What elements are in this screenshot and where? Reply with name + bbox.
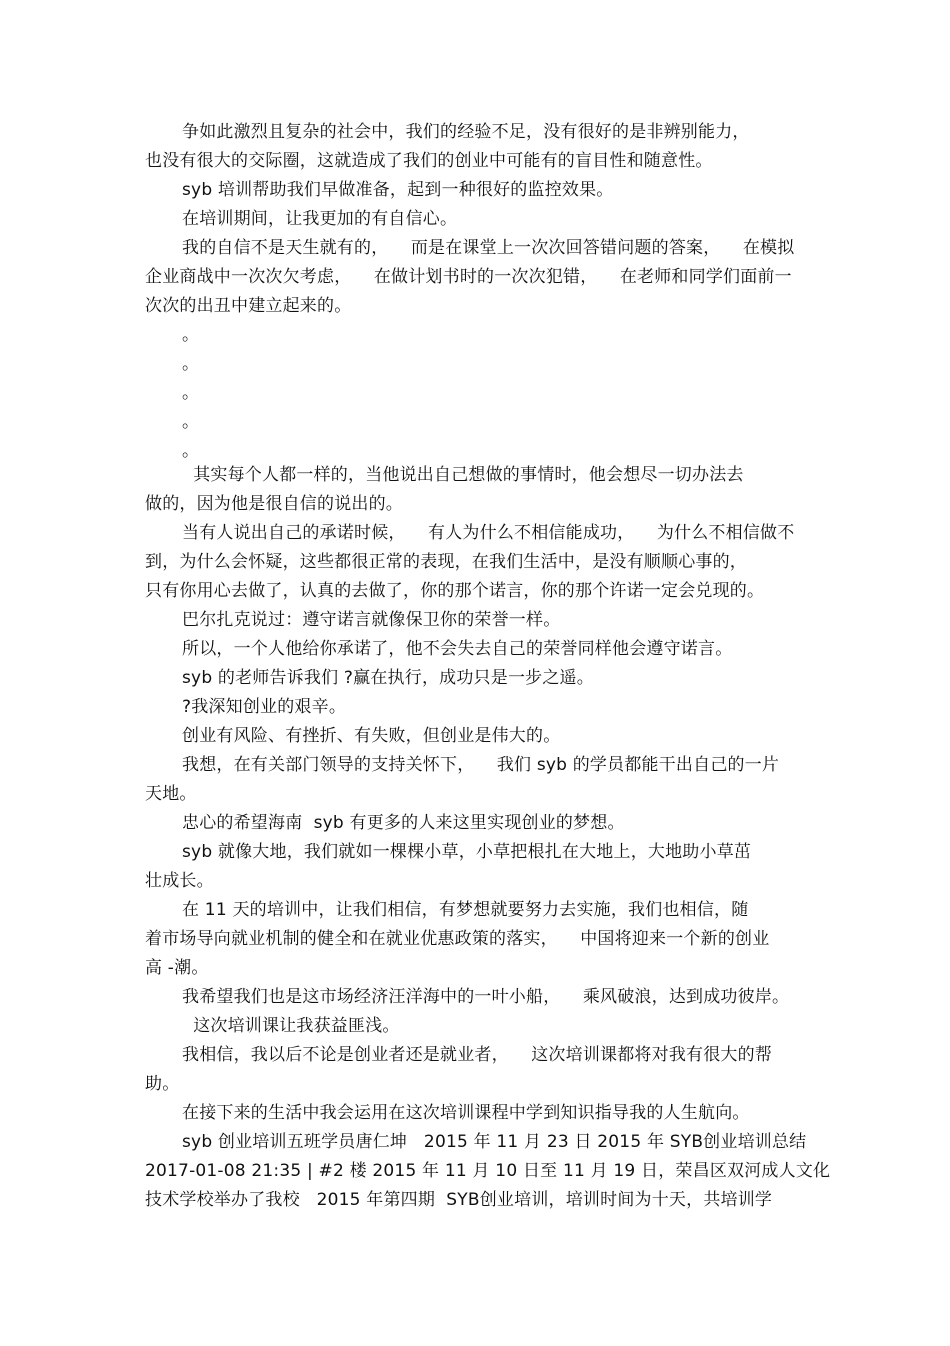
text-line: 在培训期间，让我更加的有自信心。 [182, 209, 458, 229]
text-line: 2017-01-08 21:35 | #2 楼 2015 年 11 月 10 日至 11 月 19 日，荣昌区双河成人文化 [145, 1161, 831, 1181]
text-line: 天地。 [145, 784, 197, 804]
text-line: 壮成长。 [145, 871, 214, 891]
text-line: 所以，一个人他给你承诺了，他不会失去自己的荣誉同样他会遵守诺言。 [182, 639, 733, 659]
text-line: 这次培训课让我获益匪浅。 [182, 1016, 400, 1036]
text-line: 。 [182, 383, 200, 403]
text-line: 着市场导向就业机制的健全和在就业优惠政策的落实， 中国将迎来一个新的创业 [145, 929, 770, 949]
text-line: 我想，在有关部门领导的支持关怀下， 我们 syb 的学员都能干出自己的一片 [182, 755, 780, 775]
text-line: 我的自信不是天生就有的， 而是在课堂上一次次回答错问题的答案， 在模拟 [182, 238, 795, 258]
text-line: 到，为什么会怀疑，这些都很正常的表现，在我们生活中，是没有顺顺心事的， [145, 552, 747, 572]
text-line: 创业有风险、有挫折、有失败，但创业是伟大的。 [182, 726, 561, 746]
text-line: 我希望我们也是这市场经济汪洋海中的一叶小船， 乘风破浪，达到成功彼岸。 [182, 987, 790, 1007]
text-line: 其实每个人都一样的，当他说出自己想做的事情时，他会想尽一切办法去 [182, 465, 744, 485]
text-line: 争如此激烈且复杂的社会中，我们的经验不足，没有很好的是非辨别能力， [182, 122, 750, 142]
text-line: 。 [182, 354, 200, 374]
text-line: syb 的老师告诉我们 ?赢在执行，成功只是一步之遥。 [182, 668, 594, 688]
text-line: 我相信，我以后不论是创业者还是就业者， 这次培训课都将对我有很大的帮 [182, 1045, 773, 1065]
text-line: 当有人说出自己的承诺时候， 有人为什么不相信能成功， 为什么不相信做不 [182, 523, 795, 543]
text-line: ?我深知创业的艰辛。 [182, 697, 347, 717]
text-line: 技术学校举办了我校 2015 年第四期 SYB创业培训，培训时间为十天，共培训学 [145, 1190, 773, 1210]
text-line: syb 创业培训五班学员唐仁坤 2015 年 11 月 23 日 2015 年 SYB创业培训总结 [182, 1132, 807, 1152]
text-line: syb 就像大地，我们就如一棵棵小草，小草把根扎在大地上，大地助小草茁 [182, 842, 752, 862]
text-line: 。 [182, 412, 200, 432]
text-line: 。 [182, 325, 200, 345]
text-line: 高 -潮。 [145, 958, 209, 978]
text-line: 助。 [145, 1074, 180, 1094]
text-line: 巴尔扎克说过：遵守诺言就像保卫你的荣誉一样。 [182, 610, 561, 630]
text-line: 。 [182, 441, 200, 461]
text-line: 忠心的希望海南 syb 有更多的人来这里实现创业的梦想。 [182, 813, 625, 833]
text-line: 也没有很大的交际圈，这就造成了我们的创业中可能有的盲目性和随意性。 [145, 151, 713, 171]
text-line: 次次的出丑中建立起来的。 [145, 296, 352, 316]
text-line: 只有你用心去做了，认真的去做了，你的那个诺言，你的那个许诺一定会兑现的。 [145, 581, 765, 601]
text-line: syb 培训帮助我们早做准备，起到一种很好的监控效果。 [182, 180, 614, 200]
text-line: 在接下来的生活中我会运用在这次培训课程中学到知识指导我的人生航向。 [182, 1103, 750, 1123]
text-line: 做的，因为他是很自信的说出的。 [145, 494, 403, 514]
text-line: 在 11 天的培训中，让我们相信，有梦想就要努力去实施，我们也相信，随 [182, 900, 749, 920]
text-line: 企业商战中一次次欠考虑， 在做计划书时的一次次犯错， 在老师和同学们面前一 [145, 267, 792, 287]
